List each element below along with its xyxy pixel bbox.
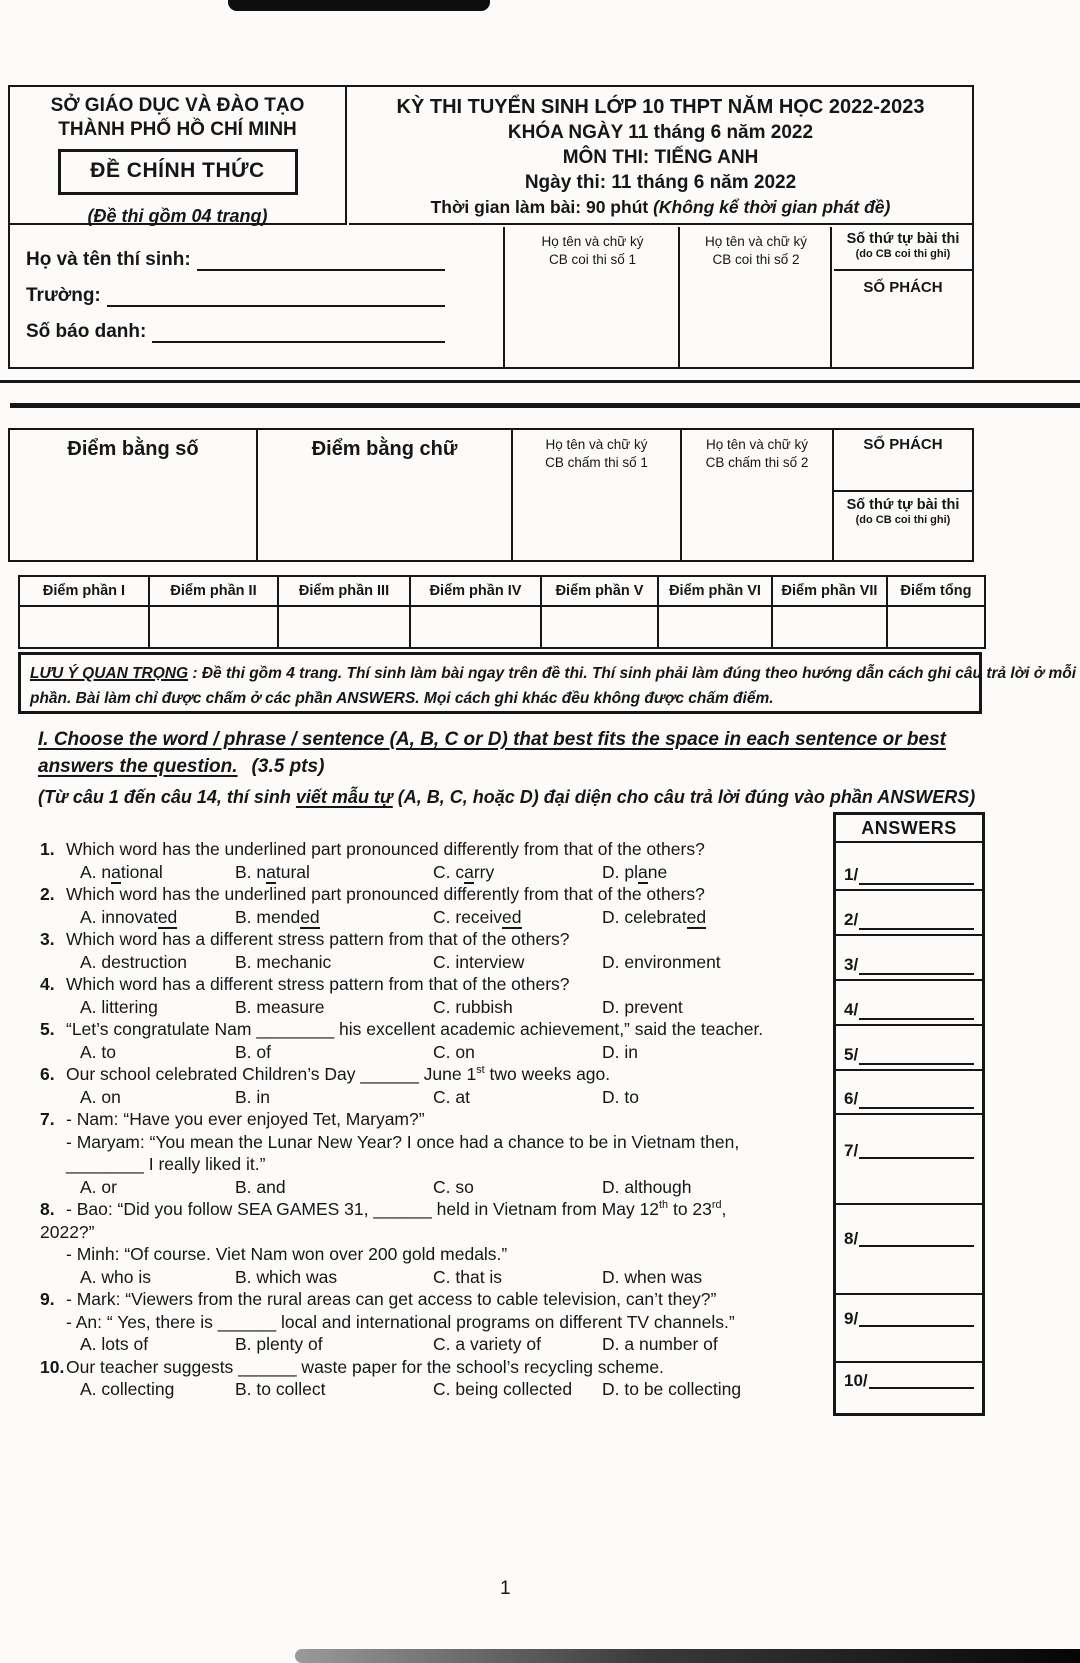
department-name-line2: THÀNH PHỐ HỒ CHÍ MINH	[58, 119, 297, 140]
student-school-line	[107, 283, 445, 307]
question-text: 8. - Bao: “Did you follow SEA GAMES 31, ______ held in Vietnam from May 12th to 23rd,	[40, 1199, 727, 1219]
question-7	[40, 1108, 832, 1198]
question-text: 10. Our teacher suggests ______ waste paper for the school’s recycling scheme.	[40, 1356, 664, 1377]
option-a: A. littering	[80, 996, 158, 1017]
option-c: C. rubbish	[433, 996, 513, 1017]
question-options	[40, 1176, 832, 1199]
student-number-field: Số báo danh:	[26, 319, 445, 343]
header-box	[8, 85, 974, 369]
option-a: A. destruction	[80, 951, 187, 972]
question-number: 9.	[40, 1289, 55, 1309]
question-5	[40, 1018, 832, 1063]
part-score-cell	[411, 607, 542, 647]
option-c: C. on	[433, 1041, 475, 1062]
question-4	[40, 973, 832, 1018]
option-d: D. in	[602, 1041, 638, 1062]
question-9	[40, 1288, 832, 1356]
answer-line	[869, 1371, 974, 1389]
part-score-header: Điểm phần III	[279, 577, 411, 607]
question-2	[40, 883, 832, 928]
student-school-field: Trường:	[26, 283, 445, 307]
question-options	[40, 951, 832, 974]
so-phach-label: SỐ PHÁCH	[863, 279, 943, 296]
question-number: 6.	[40, 1064, 55, 1084]
answer-slot-2: 2/	[836, 891, 982, 936]
answer-line	[859, 867, 974, 885]
part-score-cell	[150, 607, 279, 647]
question-options	[40, 861, 832, 884]
question-number: 8.	[40, 1199, 55, 1219]
question-text: 3. Which word has a different stress pattern from that of the others?	[40, 929, 570, 949]
exam-duration: Thời gian làm bài: 90 phút (Không kể thời gian phát đề)	[430, 197, 891, 217]
question-1	[40, 838, 832, 883]
tear-line-thin	[0, 380, 1080, 383]
exam-subject: MÔN THI: TIẾNG ANH	[562, 147, 759, 168]
option-a: A. innovated	[80, 906, 178, 927]
answer-line	[859, 1309, 974, 1327]
answer-line	[859, 957, 974, 975]
proctor1-signature-cell: Họ tên và chữ ký CB coi thi số 1	[507, 227, 680, 367]
student-name-line	[197, 247, 445, 271]
issuer-cell	[10, 87, 347, 225]
option-a: A. lots of	[80, 1334, 149, 1354]
section1-points: (3.5 pts)	[251, 756, 325, 777]
option-c: C. interview	[433, 951, 525, 972]
answer-line	[859, 1141, 974, 1159]
part-score-cell	[773, 607, 888, 647]
student-number-line	[152, 319, 445, 343]
question-options	[40, 1086, 832, 1109]
section1-heading-line1: I. Choose the word / phrase / sentence (A, B, C or D) that best fits the space in each sentence or best	[38, 729, 946, 750]
option-b: B. plenty of	[235, 1334, 323, 1354]
student-info-cell	[10, 227, 505, 367]
student-name-field: Họ và tên thí sinh:	[26, 247, 445, 271]
exam-date: Ngày thi: 11 tháng 6 năm 2022	[524, 172, 797, 193]
option-d: D. a number of	[602, 1334, 718, 1354]
part-score-cell	[659, 607, 773, 647]
option-a: A. on	[80, 1086, 121, 1107]
option-a: A. national	[80, 861, 163, 882]
option-b: B. in	[235, 1086, 271, 1107]
answer-slot-9: 9/	[836, 1295, 982, 1363]
notice-line1: LƯU Ý QUAN TRỌNG : Đề thi gồm 4 trang. Thí sinh làm bài ngay trên đề thi. Thí sinh phải làm đúng theo hướng dẫn cách ghi câu trả lời ở mỗi	[30, 665, 1077, 682]
question-text: 1. Which word has the underlined part pronounced differently from that of the others?	[40, 839, 705, 859]
option-b: B. and	[235, 1176, 286, 1197]
answers-box-title: ANSWERS	[836, 815, 982, 843]
question-8	[40, 1198, 832, 1288]
option-d: D. celebrated	[602, 906, 707, 927]
question-options	[40, 1266, 832, 1289]
option-d: D. plane	[602, 861, 668, 882]
option-b: B. of	[235, 1041, 271, 1062]
option-b: B. measure	[235, 996, 325, 1017]
option-d: D. to be collecting	[602, 1379, 742, 1399]
question-text: - Maryam: “You mean the Lunar New Year? I once had a chance to be in Vietnam then,	[66, 1131, 740, 1152]
scan-artifact-top-bar	[228, 0, 490, 11]
option-b: B. mended	[235, 906, 320, 927]
part-score-cell	[542, 607, 659, 647]
option-d: D. environment	[602, 951, 721, 972]
answers-box	[833, 812, 985, 1416]
score-words-cell: Điểm bằng chữ	[258, 430, 513, 560]
option-b: B. natural	[235, 861, 310, 882]
question-number: 2.	[40, 884, 55, 904]
paper-order-label: Số thứ tự bài thi (do CB coi thi ghi)	[846, 497, 960, 526]
question-options	[40, 1041, 832, 1064]
part-score-header: Điểm phần VII	[773, 577, 888, 607]
part-score-header: Điểm phần V	[542, 577, 659, 607]
part-score-header: Điểm phần II	[150, 577, 279, 607]
page-number: 1	[500, 1578, 511, 1599]
option-c: C. at	[433, 1086, 470, 1107]
score-number-cell: Điểm bằng số	[10, 430, 258, 560]
question-number: 4.	[40, 974, 55, 994]
question-text: 4. Which word has a different stress pattern from that of the others?	[40, 974, 570, 994]
exam-title-cell	[349, 87, 972, 225]
option-c: C. so	[433, 1176, 474, 1197]
option-b: B. to collect	[235, 1379, 326, 1399]
option-d: D. when was	[602, 1266, 703, 1287]
option-c: C. that is	[433, 1266, 503, 1287]
option-b: B. which was	[235, 1266, 338, 1287]
answer-slot-4: 4/	[836, 981, 982, 1026]
part-score-header: Điểm tổng	[888, 577, 984, 607]
answer-slot-3: 3/	[836, 936, 982, 981]
grading-phach-cell	[834, 430, 972, 560]
option-b: B. mechanic	[235, 951, 332, 972]
part-scores-table	[18, 575, 986, 649]
part-score-header: Điểm phần I	[20, 577, 150, 607]
option-c: C. being collected	[433, 1379, 573, 1399]
part-score-header: Điểm phần IV	[411, 577, 542, 607]
question-text: - An: “ Yes, there is ______ local and international programs on different TV channels.”	[66, 1311, 735, 1332]
answer-slot-5: 5/	[836, 1026, 982, 1071]
question-number: 10.	[40, 1356, 65, 1377]
question-text: 5. “Let’s congratulate Nam ________ his excellent academic achievement,” said the teacher.	[40, 1019, 764, 1039]
question-text: 2. Which word has the underlined part pronounced differently from that of the others?	[40, 884, 705, 904]
question-number: 3.	[40, 929, 55, 949]
option-d: D. to	[602, 1086, 639, 1107]
question-6	[40, 1063, 832, 1108]
option-c: C. received	[433, 906, 522, 927]
part-score-cell	[20, 607, 150, 647]
scan-artifact-bottom-bar	[295, 1649, 1080, 1663]
question-options	[40, 1333, 832, 1356]
option-a: A. or	[80, 1176, 117, 1197]
question-number: 1.	[40, 839, 55, 859]
tear-line-thick	[10, 403, 1080, 408]
section1-instruction: (Từ câu 1 đến câu 14, thí sinh viết mẫu tự (A, B, C, hoặc D) đại diện cho câu trả lời đúng vào phần ANSWERS)	[38, 787, 976, 807]
question-text: 2022?”	[40, 1221, 95, 1242]
question-options	[40, 906, 832, 929]
question-number: 5.	[40, 1019, 55, 1039]
option-d: D. although	[602, 1176, 692, 1197]
question-text: 6. Our school celebrated Children’s Day ______ June 1st two weeks ago.	[40, 1064, 611, 1084]
part-score-header: Điểm phần VI	[659, 577, 773, 607]
answer-slot-8: 8/	[836, 1205, 982, 1295]
part-score-cell	[279, 607, 411, 647]
answer-line	[859, 912, 974, 930]
section1-heading	[38, 726, 978, 810]
section1-heading-line2: answers the question.	[38, 756, 238, 777]
exam-title-line2: KHÓA NGÀY 11 tháng 6 năm 2022	[507, 122, 814, 143]
question-3	[40, 928, 832, 973]
answer-line	[859, 1091, 974, 1109]
answer-line	[859, 1229, 974, 1247]
option-c: C. carry	[433, 861, 495, 882]
option-a: A. to	[80, 1041, 116, 1062]
answer-line	[859, 1002, 974, 1020]
answer-line	[859, 1047, 974, 1065]
option-a: A. collecting	[80, 1379, 175, 1399]
answer-slot-10: 10/	[836, 1363, 982, 1413]
answer-slot-1: 1/	[836, 843, 982, 891]
paper-order-label: Số thứ tự bài thi (do CB coi thi ghi)	[834, 227, 972, 271]
question-text: ________ I really liked it.”	[66, 1154, 266, 1174]
option-d: D. prevent	[602, 996, 683, 1017]
question-options	[40, 996, 832, 1019]
important-notice-box	[18, 652, 1077, 714]
question-text: - Minh: “Of course. Viet Nam won over 200 gold medals.”	[66, 1244, 508, 1264]
pages-note: (Đề thi gồm 04 trang)	[87, 206, 268, 226]
official-exam-stamp: ĐỀ CHÍNH THỨC	[58, 149, 298, 195]
so-phach-label: SỐ PHÁCH	[834, 430, 972, 492]
question-10	[40, 1356, 832, 1401]
grader1-signature-cell: Họ tên và chữ ký CB chấm thi số 1	[513, 430, 682, 560]
option-a: A. who is	[80, 1266, 151, 1287]
grading-table	[8, 428, 974, 562]
department-name-line1: SỞ GIÁO DỤC VÀ ĐÀO TẠO	[50, 95, 305, 116]
paper-order-cell	[834, 227, 972, 367]
questions-list	[40, 838, 832, 1401]
question-number: 7.	[40, 1109, 55, 1129]
question-text: 9. - Mark: “Viewers from the rural areas can get access to cable television, can’t they?”	[40, 1289, 717, 1309]
question-text: 7. - Nam: “Have you ever enjoyed Tet, Maryam?”	[40, 1109, 425, 1129]
answer-slot-6: 6/	[836, 1071, 982, 1115]
proctor2-signature-cell: Họ tên và chữ ký CB coi thi số 2	[682, 227, 832, 367]
grader2-signature-cell: Họ tên và chữ ký CB chấm thi số 2	[682, 430, 834, 560]
exam-title-line1: KỲ THI TUYỂN SINH LỚP 10 THPT NĂM HỌC 2022-2023	[396, 96, 925, 118]
option-c: C. a variety of	[433, 1334, 541, 1354]
part-score-cell	[888, 607, 984, 647]
notice-line2: phần. Bài làm chỉ được chấm ở các phần ANSWERS. Mọi cách ghi khác đều không được chấm điểm.	[30, 690, 774, 707]
question-options	[40, 1378, 832, 1401]
answer-slot-7: 7/	[836, 1115, 982, 1205]
